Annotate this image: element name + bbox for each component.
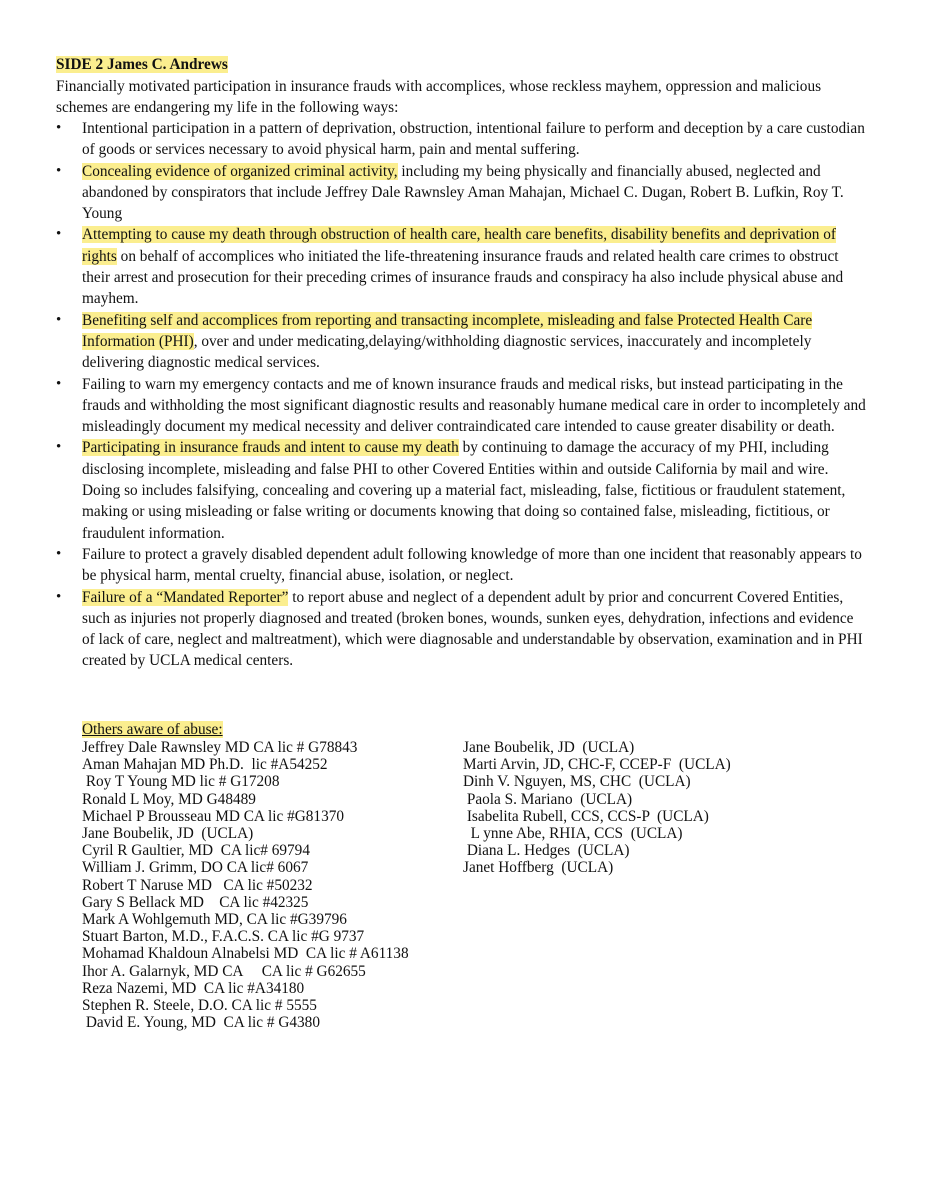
highlighted-text: Failure of a “Mandated Reporter” — [82, 588, 289, 606]
person-entry: Cyril R Gaultier, MD CA lic# 69794 — [82, 842, 310, 860]
person-entry: Mark A Wohlgemuth MD, CA lic #G39796 — [82, 911, 347, 929]
person-entry: Roy T Young MD lic # G17208 — [82, 773, 280, 791]
person-entry: L ynne Abe, RHIA, CCS (UCLA) — [463, 825, 683, 843]
person-entry: Stephen R. Steele, D.O. CA lic # 5555 — [82, 997, 317, 1015]
person-entry: Paola S. Mariano (UCLA) — [463, 790, 633, 808]
allegation-item — [56, 224, 866, 309]
person-entry: Jeffrey Dale Rawnsley MD CA lic # G78843 — [82, 739, 358, 756]
highlighted-text: Participating in insurance frauds and intent to cause my death — [82, 439, 459, 457]
person-entry: David E. Young, MD CA lic # G4380 — [82, 1014, 320, 1032]
highlighted-text: Benefiting self and accomplices from reporting and transacting incomplete, misleading and false Protected Health Care Information (PHI) — [82, 311, 813, 350]
allegation-list — [56, 118, 866, 672]
person-entry: Stuart Barton, M.D., F.A.C.S. CA lic #G 9737 — [82, 928, 365, 946]
person-entry: Ronald L Moy, MD G48489 — [82, 790, 256, 808]
allegation-text: , over and under medicating,delaying/withholding diagnostic services, inaccurately and incompletely delivering diagnostic medical services. — [82, 332, 812, 372]
person-entry: Jane Boubelik, JD (UCLA) — [463, 739, 635, 756]
allegation-text: on behalf of accomplices who initiated the life-threatening insurance frauds and related health care crimes to obstruct their arrest and prosecution for their preceding crimes of insurance frauds and conspiracy ha also include physical abuse and mayhem. — [82, 247, 844, 308]
person-entry: Robert T Naruse MD CA lic #50232 — [82, 876, 313, 894]
person-entry: Aman Mahajan MD Ph.D. lic #A54252 — [82, 756, 328, 774]
allegation-text: by continuing to damage the accuracy of my PHI, including disclosing incomplete, misleading and false PHI to other Covered Entities within and outside California by mail and wire. Doing so includes falsifying, concealing and covering up a material fact, misleading, false, fictitious or fraudulent statement, making or using misleading or false writing or documents knowing that doing so contained false, misleading, fictitious, or fraudulent information. — [82, 439, 846, 542]
allegation-text: including my being physically and financially abused, neglected and abandoned by conspirators that include Jeffrey Dale Rawnsley Aman Mahajan, Michael C. Dugan, Robert B. Lufkin, Roy T. Young — [82, 162, 844, 223]
allegation-item — [56, 161, 866, 225]
allegation-item — [56, 310, 866, 374]
allegation-text: Intentional participation in a pattern of deprivation, obstruction, intentional failure to perform and deception by a care custodian of goods or services necessary to avoid physical harm, pain and mental suffering. — [82, 120, 865, 159]
others-aware-list-right — [463, 739, 731, 877]
allegation-text: Failure to protect a gravely disabled dependent adult following knowledge of more than one incident that reasonably appears to be physical harm, mental cruelty, financial abuse, isolation, or neglect. — [82, 545, 862, 585]
person-entry: Mohamad Khaldoun Alnabelsi MD CA lic # A61138 — [82, 945, 409, 963]
person-entry: Isabelita Rubell, CCS, CCS-P (UCLA) — [463, 807, 709, 825]
person-entry: Ihor A. Galarnyk, MD CA CA lic # G62655 — [82, 962, 366, 980]
allegation-item — [56, 587, 866, 672]
highlighted-text: Attempting to cause my death through obstruction of health care, health care benefits, disability benefits and deprivation of rights — [82, 226, 836, 265]
person-entry: Gary S Bellack MD CA lic #42325 — [82, 893, 309, 911]
allegation-text: Failing to warn my emergency contacts and me of known insurance frauds and medical risks, but instead participating in the frauds and withholding the most significant diagnostic results and reasonably humane medical care in order to incompletely and misleadingly document my medical necessity and deliver contraindicated care intended to cause greater disability or death. — [82, 375, 866, 436]
others-aware-heading: Others aware of abuse: — [82, 721, 223, 738]
allegation-item — [56, 544, 866, 587]
person-entry: Michael P Brousseau MD CA lic #G81370 — [82, 807, 345, 825]
document-title: SIDE 2 James C. Andrews — [56, 56, 228, 73]
person-entry: Jane Boubelik, JD (UCLA) — [82, 825, 254, 843]
person-entry: William J. Grimm, DO CA lic# 6067 — [82, 859, 309, 877]
person-entry: Janet Hoffberg (UCLA) — [463, 859, 614, 877]
others-aware-list-left — [82, 739, 409, 1031]
allegation-item — [56, 118, 866, 161]
person-entry: Marti Arvin, JD, CHC-F, CCEP-F (UCLA) — [463, 756, 731, 774]
person-entry: Diana L. Hedges (UCLA) — [463, 842, 630, 860]
allegation-text: to report abuse and neglect of a dependent adult by prior and concurrent Covered Entities, such as injuries not properly diagnosed and treated (broken bones, wounds, sunken eyes, dehydration, infections and evidence of lack of care, neglect and maltreatment), which were diagnosable and understandable by observation, examination and in PHI created by UCLA medical centers. — [82, 588, 863, 670]
allegation-item — [56, 437, 866, 543]
highlighted-text: Concealing evidence of organized criminal activity, — [82, 162, 398, 180]
intro-paragraph: Financially motivated participation in insurance frauds with accomplices, whose reckless mayhem, oppression and malicious schemes are endangering my life in the following ways: — [56, 78, 822, 117]
allegation-item — [56, 374, 866, 438]
person-entry: Dinh V. Nguyen, MS, CHC (UCLA) — [463, 773, 691, 791]
person-entry: Reza Nazemi, MD CA lic #A34180 — [82, 979, 305, 997]
